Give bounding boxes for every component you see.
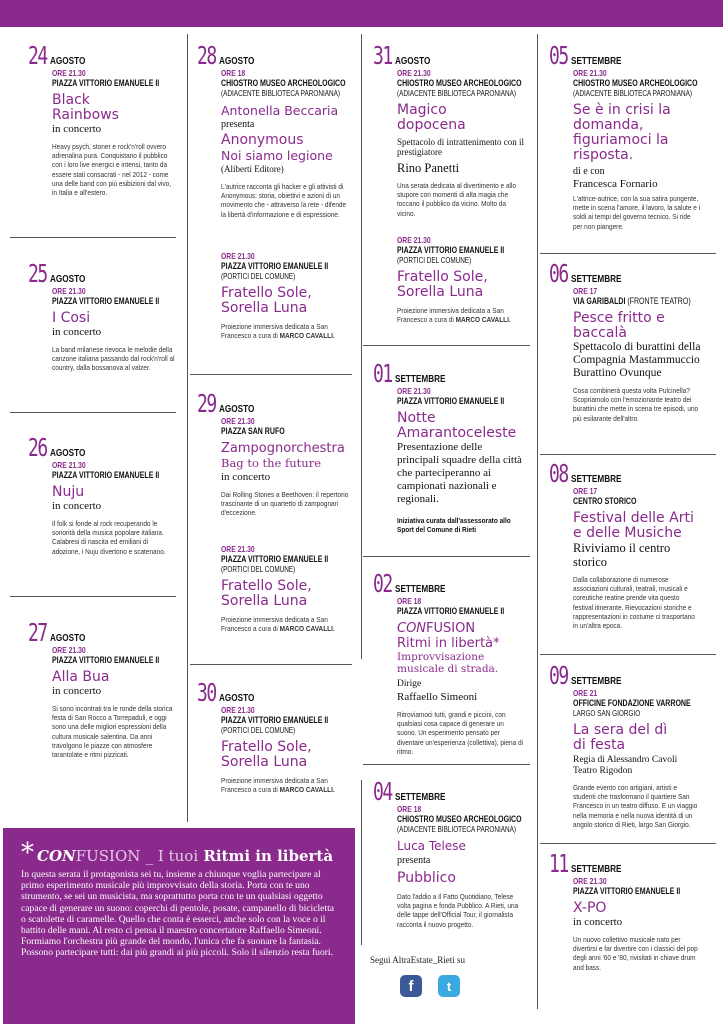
event-direction-label: Dirige xyxy=(397,679,422,689)
event-time: ORE 18 xyxy=(397,804,422,814)
event-place: PIAZZA VITTORIO EMANUELE II xyxy=(397,245,505,255)
event-place: CENTRO STORICO xyxy=(573,496,637,506)
event-day: 05 xyxy=(549,41,568,70)
event-curator: MARCO CAVALLI. xyxy=(279,624,335,634)
event-description-text: Proiezione immersiva dedicata a San Francesco a cura di xyxy=(221,322,328,341)
event-description: La band milanese rievoca le melodie della canzone italiana passando dal rock'n'roll al country, dalla bossanova al valzer. xyxy=(52,345,175,373)
event-place-detail: (PORTICI DEL COMUNE) xyxy=(221,565,296,574)
event-title: Pubblico xyxy=(397,870,456,886)
event-day: 06 xyxy=(549,259,568,288)
event-place-detail: (ADIACENTE BIBLIOTECA PARONIANA) xyxy=(397,825,517,834)
event-title: Nuju xyxy=(52,484,85,500)
event-description-text: Proiezione immersiva dedicata a San Francesco a cura di xyxy=(397,306,504,325)
event-27-agosto xyxy=(28,618,180,760)
event-time: ORE 21.30 xyxy=(397,386,431,396)
event-title: Notte Amarantoceleste xyxy=(397,410,517,441)
event-time: ORE 21.30 xyxy=(221,416,255,426)
event-08-settembre xyxy=(549,459,717,631)
top-bar xyxy=(0,0,723,27)
twitter-icon[interactable]: t xyxy=(438,975,460,997)
column-divider xyxy=(361,34,362,659)
event-day: 04 xyxy=(373,777,392,806)
event-description: Dalla collaborazione di numerose associazioni culturali, teatrali, musicali e coreutiche reatine prende vita questo festival itinerante. Rievocazioni storiche e rappresentazioni in costume ci trasportano in un'altra epoca. xyxy=(573,575,695,631)
event-subtitle: in concerto xyxy=(52,500,102,512)
event-description: Un nuovo collettivo musicale nato per divertirsi e far divertire con i classici del pop degli anni '60 e '80, rivisitati in chiave drum and bass. xyxy=(573,935,698,972)
event-title: Magico dopocena xyxy=(397,102,466,133)
event-presenta: presenta xyxy=(397,855,431,866)
event-place: CHIOSTRO MUSEO ARCHEOLOGICO xyxy=(221,78,346,88)
event-place: PIAZZA VITTORIO EMANUELE II xyxy=(221,261,329,271)
event-02-settembre xyxy=(373,569,531,756)
event-place-detail: (ADIACENTE BIBLIOTECA PARONIANA) xyxy=(573,89,693,98)
event-title xyxy=(397,621,531,636)
event-description: L'attrice-autrice, con la sua satira pungente, mette in scena l'amore, il lavoro, la salute e i soldi ai tempi del governo tecnico. Si ride per non piangere. xyxy=(573,194,701,231)
event-time: ORE 21.30 xyxy=(573,876,607,886)
event-place: PIAZZA VITTORIO EMANUELE II xyxy=(52,296,160,306)
event-title: Zampognorchestra xyxy=(221,441,345,456)
event-title: Festival delle Arti e delle Musiche xyxy=(573,510,694,541)
event-title: Fratello Sole, Sorella Luna xyxy=(221,285,312,316)
event-description: Iniziativa curata dall'assessorato allo Sport del Comune di Rieti xyxy=(397,516,511,535)
event-day: 29 xyxy=(197,389,216,418)
promo-text: In questa serata il protagonista sei tu, insieme a chiunque voglia partecipare al primo esperimento musicale più improvvisato della storia. Porta con te uno strumento, se sei un musicista, ma soprattutto porta con te un qualsiasi oggetto capace di generare un suono: coperchi di pentole, posate, campanello di bicicletta o scatolette di caramelle. Quello che conta è esserci, anche solo con la voce o il battito delle mani. Al resto ci pensa il maestro concertatore Raffaello Simeoni. Formiamo l'orchestra più grande del mondo, l'unica che fa suonare la fantasia. Possono partecipare tutti: dai più grandi ai più piccoli. Solo il silenzio resta fuori. xyxy=(21,869,334,959)
event-place: PIAZZA VITTORIO EMANUELE II xyxy=(221,715,329,725)
event-subtitle: Regia di Alessandro Cavoli Teatro Rigodon xyxy=(573,755,678,776)
event-24-agosto xyxy=(28,41,180,198)
event-subtitle: Spettacolo di burattini della Compagnia Mastammuccio Burattino Ovunque xyxy=(573,341,701,379)
event-title-3: Improvvisazione musicale di strada. xyxy=(397,651,499,675)
row-divider xyxy=(540,454,716,455)
row-divider xyxy=(363,764,530,765)
event-day: 26 xyxy=(28,433,47,462)
event-month: AGOSTO xyxy=(219,692,255,704)
event-day: 02 xyxy=(373,569,392,598)
event-title-con: CON xyxy=(397,621,427,636)
event-time: ORE 21.30 xyxy=(221,705,255,715)
event-place: PIAZZA VITTORIO EMANUELE II xyxy=(573,886,681,896)
column-divider xyxy=(187,34,188,822)
event-month: SETTEMBRE xyxy=(571,273,622,285)
event-11-settembre xyxy=(549,849,717,972)
event-06-settembre xyxy=(549,259,717,423)
event-29-agosto xyxy=(197,389,355,518)
event-28-agosto xyxy=(197,41,355,219)
event-04-settembre xyxy=(373,777,531,929)
event-29-agosto-second xyxy=(221,544,355,633)
event-title: La sera del dì di festa xyxy=(573,722,668,753)
event-time: ORE 18 xyxy=(221,68,246,78)
event-day: 27 xyxy=(28,618,47,647)
event-31-agosto xyxy=(373,41,531,218)
event-place: OFFICINE FONDAZIONE VARRONE xyxy=(573,698,691,708)
event-time: ORE 21.30 xyxy=(397,235,431,245)
event-author: Antonella Beccaria xyxy=(221,103,339,118)
event-title: Fratello Sole, Sorella Luna xyxy=(221,578,312,609)
event-time: ORE 17 xyxy=(573,486,598,496)
event-place xyxy=(573,296,691,307)
event-place-detail: (PORTICI DEL COMUNE) xyxy=(397,256,472,265)
row-divider xyxy=(540,253,716,254)
event-time: ORE 21.30 xyxy=(573,68,607,78)
event-description: Una serata dedicata al divertimento e allo stupore con momenti di alta magia che toccano il pubblico da vicino. Molto da vicino. xyxy=(397,181,517,218)
confusion-promo-box xyxy=(3,828,355,1024)
event-description: Heavy psych, stoner e rock'n'roll ovvero adrenalina pura. Conquistano il pubblico con i loro live energici e intensi, tanto da essere stati consacrati - nel 2012 - come una delle band con più esibizioni dal vivo, in Italia e all'estero. xyxy=(52,142,172,198)
event-30-agosto xyxy=(197,678,355,795)
event-time: ORE 21.30 xyxy=(397,68,431,78)
event-description: Dato l'addio a Il Fatto Quotidiano, Telese volta pagina e fonda Pubblico. A Rieti, una delle tappe dell'Official Tour, il giornalista racconta il nuovo progetto. xyxy=(397,892,519,929)
row-divider xyxy=(10,412,176,413)
row-divider xyxy=(10,596,176,597)
event-time: ORE 21.30 xyxy=(52,645,86,655)
promo-title-fusion: FUSION xyxy=(75,847,141,865)
event-month: SETTEMBRE xyxy=(395,373,446,385)
row-divider xyxy=(540,843,716,844)
event-place: CHIOSTRO MUSEO ARCHEOLOGICO xyxy=(573,78,698,88)
event-subtitle: in concerto xyxy=(52,326,102,338)
event-time: ORE 17 xyxy=(573,286,598,296)
event-description: Ritroviamoci tutti, grandi e piccini, con qualsiasi cosa capace di generare un suono. Un esperimento pensato per diventare un'esperienza (collettiva), piena di ritmo. xyxy=(397,710,524,756)
event-curator: MARCO CAVALLI. xyxy=(455,315,511,325)
event-subtitle: Presentazione delle principali squadre della città che parteciperanno ai campionati nazionali e regionali. xyxy=(397,441,522,505)
event-26-agosto xyxy=(28,433,180,556)
event-description-text: Proiezione immersiva dedicata a San Francesco a cura di xyxy=(221,776,328,795)
row-divider xyxy=(190,374,352,375)
event-day: 09 xyxy=(549,661,568,690)
event-description: Si sono incontrati tra le ronde della storica festa di San Rocco a Torrepaduli, e oggi sono una delle migliori espressioni della cultura musicale salentina. Da anni travolgono le piazze con atmosfere tarantolate e ritmi pizzicati. xyxy=(52,704,173,760)
event-time: ORE 21.30 xyxy=(52,460,86,470)
event-description xyxy=(397,306,525,324)
event-title-fusion: FUSION xyxy=(426,621,476,636)
event-place: CHIOSTRO MUSEO ARCHEOLOGICO xyxy=(397,814,522,824)
event-31-agosto-second xyxy=(397,235,531,324)
event-performer: Rino Panetti xyxy=(397,161,460,175)
event-place: PIAZZA VITTORIO EMANUELE II xyxy=(221,554,329,564)
event-place-detail: (ADIACENTE BIBLIOTECA PARONIANA) xyxy=(221,89,341,98)
event-day: 30 xyxy=(197,678,216,707)
event-day: 11 xyxy=(549,849,568,878)
promo-title-separator: _ I tuoi xyxy=(145,847,199,865)
event-month: SETTEMBRE xyxy=(395,791,446,803)
column-divider xyxy=(361,780,362,945)
event-28-agosto-second xyxy=(221,251,355,340)
event-description: Dai Rolling Stones a Beethoven: il repertorio trascinante di un quartetto di zampognari d'eccezione. xyxy=(221,490,349,518)
event-place-note: (FRONTE TEATRO) xyxy=(627,296,691,306)
event-place-detail: LARGO SAN GIORGIO xyxy=(573,709,641,718)
event-description xyxy=(221,322,349,340)
event-description: Il folk si fonde al rock recuperando le sonorità della musica popolare italiana. Calabresi di nascita ed emiliani di adozione, i Nuju divertono e scatenano. xyxy=(52,519,166,556)
event-subtitle: in concerto xyxy=(52,685,102,697)
event-subtitle: di e con xyxy=(573,166,605,177)
event-director: Raffaello Simeoni xyxy=(397,691,478,703)
event-month: SETTEMBRE xyxy=(571,863,622,875)
row-divider xyxy=(10,237,176,238)
event-subtitle: Spettacolo di intrattenimento con il prestigiatore xyxy=(397,137,524,157)
event-place: PIAZZA VITTORIO EMANUELE II xyxy=(397,606,505,616)
row-divider xyxy=(190,664,352,665)
event-curator: MARCO CAVALLI. xyxy=(279,785,335,795)
event-month: SETTEMBRE xyxy=(571,55,622,67)
row-divider xyxy=(540,654,716,655)
event-place: PIAZZA VITTORIO EMANUELE II xyxy=(52,78,160,88)
row-divider xyxy=(363,556,530,557)
event-description: L'autrice racconta gli hacker e gli attivisti di Anonymous: storia, obiettivi e azioni di un movimento che - attraverso la rete - difende la libertà d'informazione e di espressione. xyxy=(221,182,347,219)
event-subtitle: Riviviamo il centro storico xyxy=(573,541,671,569)
event-day: 24 xyxy=(28,41,47,70)
event-month: AGOSTO xyxy=(50,632,86,644)
event-month: SETTEMBRE xyxy=(571,675,622,687)
promo-title-con: CON xyxy=(37,847,76,865)
event-month: AGOSTO xyxy=(50,273,86,285)
event-05-settembre xyxy=(549,41,717,231)
event-title-2: Noi siamo legione xyxy=(221,148,333,163)
event-01-settembre xyxy=(373,359,531,535)
event-month: AGOSTO xyxy=(50,55,86,67)
event-description xyxy=(221,615,349,633)
event-title: Pesce fritto e baccalà xyxy=(573,310,665,341)
event-title: Fratello Sole, Sorella Luna xyxy=(397,269,488,300)
event-day: 31 xyxy=(373,41,392,70)
event-day: 08 xyxy=(549,459,568,488)
event-time: ORE 21.30 xyxy=(52,68,86,78)
event-time: ORE 21.30 xyxy=(221,544,255,554)
social-follow xyxy=(370,955,465,997)
event-performer: Francesca Fornario xyxy=(573,178,658,190)
event-place-detail: (PORTICI DEL COMUNE) xyxy=(221,272,296,281)
social-label: Segui AltraEstate_Rieti su xyxy=(370,955,465,965)
row-divider xyxy=(363,345,530,346)
event-month: SETTEMBRE xyxy=(395,583,446,595)
event-title: Se è in crisi la domanda, figuriamoci la risposta. xyxy=(573,102,671,163)
promo-heading xyxy=(21,838,341,868)
event-month: AGOSTO xyxy=(395,55,431,67)
event-month: AGOSTO xyxy=(50,447,86,459)
event-title: I Cosi xyxy=(52,310,91,326)
event-place-name: VIA GARIBALDI xyxy=(573,296,626,306)
event-description-text: Proiezione immersiva dedicata a San Francesco a cura di xyxy=(221,615,328,634)
event-subtitle: in concerto xyxy=(52,123,102,135)
event-place: PIAZZA VITTORIO EMANUELE II xyxy=(52,655,160,665)
column-divider xyxy=(537,34,538,1009)
event-subtitle: in concerto xyxy=(573,916,623,928)
event-curator: MARCO CAVALLI. xyxy=(279,331,335,341)
event-day: 01 xyxy=(373,359,392,388)
event-presenta: presenta xyxy=(221,119,255,130)
asterisk-icon: * xyxy=(21,838,34,868)
event-title-2: Ritmi in libertà* xyxy=(397,636,500,651)
event-title: X-PO xyxy=(573,900,607,916)
event-place: PIAZZA VITTORIO EMANUELE II xyxy=(52,470,160,480)
promo-title xyxy=(37,847,333,865)
facebook-icon[interactable]: f xyxy=(400,975,422,997)
event-place: PIAZZA VITTORIO EMANUELE II xyxy=(397,396,505,406)
event-day: 25 xyxy=(28,259,47,288)
event-place: PIAZZA SAN RUFO xyxy=(221,426,285,436)
event-title-2: Bag to the future xyxy=(221,456,322,470)
event-time: ORE 21.30 xyxy=(221,251,255,261)
event-time: ORE 21 xyxy=(573,688,598,698)
event-description: Grande evento con artigiani, artisti e studenti che trasformano il quartiere San Francesco in un teatro diffuso. E un viaggio nella memoria e nella nuova identità di un angolo storico di Rieti, largo San Giorgio. xyxy=(573,783,698,829)
event-place-detail: (ADIACENTE BIBLIOTECA PARONIANA) xyxy=(397,89,517,98)
event-title: Alla Bua xyxy=(52,669,110,685)
promo-title-strong: Ritmi in libertà xyxy=(203,847,334,865)
event-month: AGOSTO xyxy=(219,55,255,67)
event-place: CHIOSTRO MUSEO ARCHEOLOGICO xyxy=(397,78,522,88)
event-title: Anonymous xyxy=(221,132,304,148)
event-month: AGOSTO xyxy=(219,403,255,415)
event-09-settembre xyxy=(549,661,717,829)
event-editor: (Aliberti Editore) xyxy=(221,164,284,174)
event-description xyxy=(221,776,349,794)
event-title: Black Rainbows xyxy=(52,92,119,123)
event-title: Fratello Sole, Sorella Luna xyxy=(221,739,312,770)
event-description: Cosa combinerà questa volta Pulcinella? Scopriamolo con l'emozionante teatro dei burattini che mette in scena tre episodi, uno più esilarante dell'altro. xyxy=(573,386,699,423)
event-month: SETTEMBRE xyxy=(571,473,622,485)
event-day: 28 xyxy=(197,41,216,70)
event-25-agosto xyxy=(28,259,180,373)
event-subtitle: in concerto xyxy=(221,471,271,483)
event-time: ORE 21.30 xyxy=(52,286,86,296)
event-author: Luca Telese xyxy=(397,839,466,853)
event-place-detail: (PORTICI DEL COMUNE) xyxy=(221,726,296,735)
event-time: ORE 18 xyxy=(397,596,422,606)
